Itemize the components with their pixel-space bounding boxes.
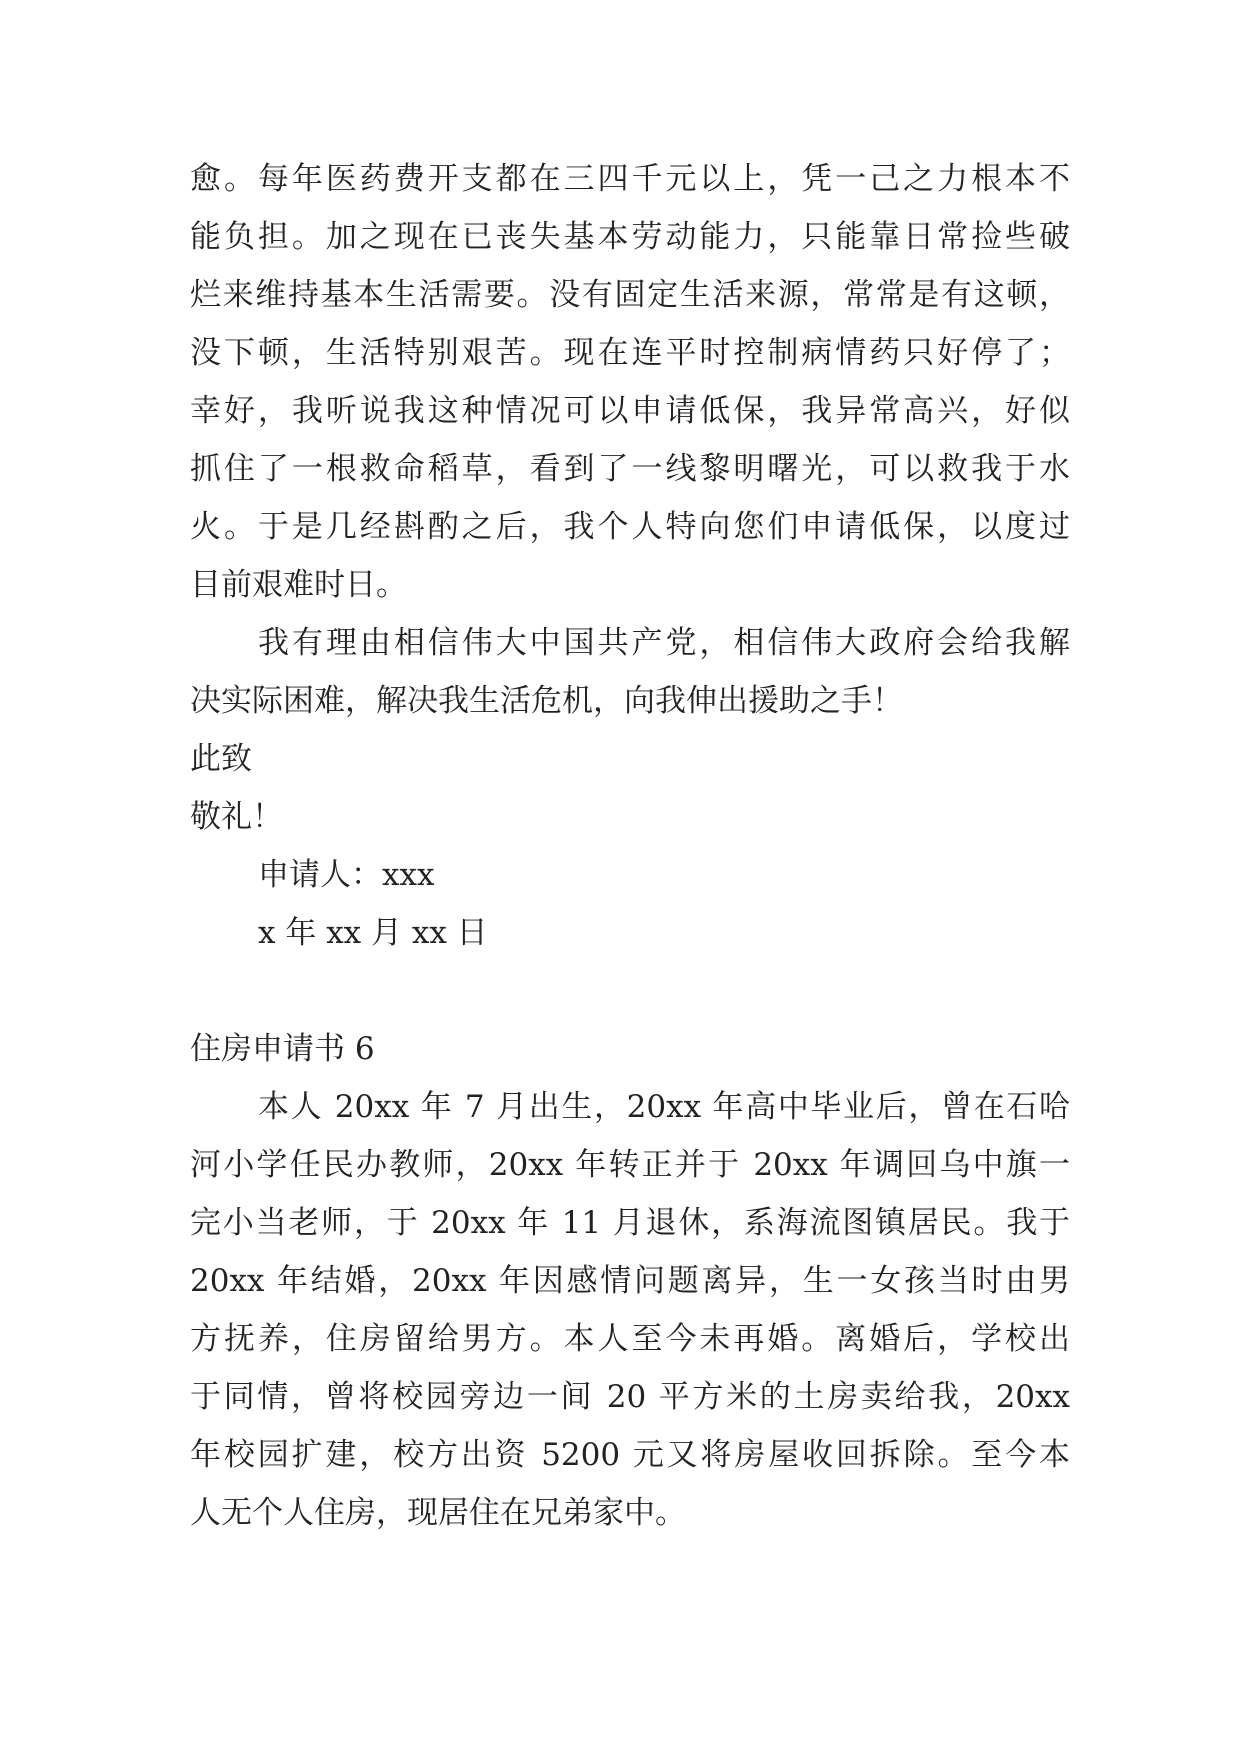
section-title: 住房申请书 6 — [190, 1031, 375, 1067]
closing-line-1: 此致 — [190, 741, 252, 777]
section2-paragraph — [190, 1078, 1070, 1542]
text-line: 抓住了一根救命稻草，看到了一线黎明曙光，可以救我于水 — [190, 451, 1070, 487]
closing-salutation — [190, 730, 1070, 846]
text-line: 方抚养，住房留给男方。本人至今未再婚。离婚后，学校出 — [190, 1321, 1070, 1357]
text-line: 幸好，我听说我这种情况可以申请低保，我异常高兴，好似 — [190, 393, 1070, 429]
text-line: 火。于是几经斟酌之后，我个人特向您们申请低保，以度过 — [190, 509, 1070, 545]
section2-title-block — [190, 1020, 1070, 1078]
text-line: 烂来维持基本生活需要。没有固定生活来源，常常是有这顿， — [190, 277, 1070, 313]
closing-line-2: 敬礼！ — [190, 799, 283, 835]
text-line: 河小学任民办教师，20xx 年转正并于 20xx 年调回乌中旗一 — [190, 1147, 1070, 1183]
date-line: x 年 xx 月 xx 日 — [258, 915, 488, 951]
text-line: 人无个人住房，现居住在兄弟家中。 — [190, 1495, 686, 1531]
signature-block — [190, 846, 1070, 962]
text-line: 目前艰难时日。 — [190, 567, 407, 603]
text-line: 愈。每年医药费开支都在三四千元以上，凭一己之力根本不 — [190, 161, 1070, 197]
text-line: 没下顿，生活特别艰苦。现在连平时控制病情药只好停了； — [190, 335, 1070, 371]
text-line: 年校园扩建，校方出资 5200 元又将房屋收回拆除。至今本 — [190, 1437, 1070, 1473]
text-line: 本人 20xx 年 7 月出生，20xx 年高中毕业后，曾在石哈 — [258, 1089, 1070, 1125]
applicant-line: 申请人：xxx — [258, 857, 435, 893]
text-line: 于同情，曾将校园旁边一间 20 平方米的土房卖给我，20xx — [190, 1379, 1070, 1415]
text-line: 决实际困难，解决我生活危机，向我伸出援助之手！ — [190, 683, 903, 719]
text-line: 能负担。加之现在已丧失基本劳动能力，只能靠日常捡些破 — [190, 219, 1070, 255]
section1-paragraph1 — [190, 150, 1070, 614]
section1-paragraph2 — [190, 614, 1070, 730]
text-line: 20xx 年结婚，20xx 年因感情问题离异，生一女孩当时由男 — [190, 1263, 1070, 1299]
text-line: 完小当老师，于 20xx 年 11 月退休，系海流图镇居民。我于 — [190, 1205, 1070, 1241]
text-line: 我有理由相信伟大中国共产党，相信伟大政府会给我解 — [258, 625, 1070, 661]
